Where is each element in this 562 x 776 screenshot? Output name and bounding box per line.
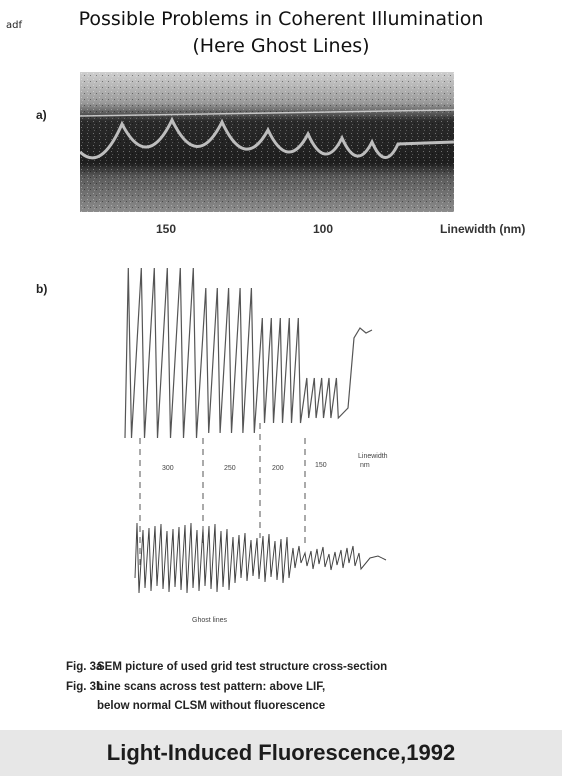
segment-label-300: 300 bbox=[162, 465, 174, 472]
slide-subtitle: (Here Ghost Lines) bbox=[192, 35, 370, 57]
caption-fig-3a-text: SEM picture of used grid test structure cross-section bbox=[97, 661, 388, 673]
segment-label-200: 200 bbox=[272, 465, 284, 472]
caption-fig-3b-continuation: below normal CLSM without fluorescence bbox=[97, 700, 326, 712]
segment-label-250: 250 bbox=[224, 465, 236, 472]
ghost-lines-label: Ghost lines bbox=[192, 617, 228, 624]
caption-fig-3b-label: Fig. 3b bbox=[66, 681, 104, 693]
slide-title: Possible Problems in Coherent Illumination bbox=[78, 8, 484, 30]
caption-fig-3b-text: Line scans across test pattern: above LIF, bbox=[97, 681, 326, 693]
line-scans-figure bbox=[110, 258, 410, 633]
segment-label-150: 150 bbox=[315, 462, 327, 469]
panel-b-label: b) bbox=[36, 282, 48, 296]
linewidth-unit-label: nm bbox=[360, 462, 370, 469]
lif-line-scan bbox=[125, 268, 372, 438]
caption-fig-3a-label: Fig. 3a bbox=[66, 661, 103, 673]
tick-label-100: 100 bbox=[313, 222, 334, 236]
linewidth-label: Linewidth bbox=[358, 453, 388, 460]
axis-label-linewidth: Linewidth (nm) bbox=[440, 222, 526, 236]
sem-image bbox=[80, 72, 454, 212]
tick-label-150: 150 bbox=[156, 222, 177, 236]
panel-a-label: a) bbox=[36, 108, 47, 122]
corner-label: adf bbox=[6, 20, 22, 31]
footer-title: Light-Induced Fluorescence,1992 bbox=[106, 740, 456, 765]
